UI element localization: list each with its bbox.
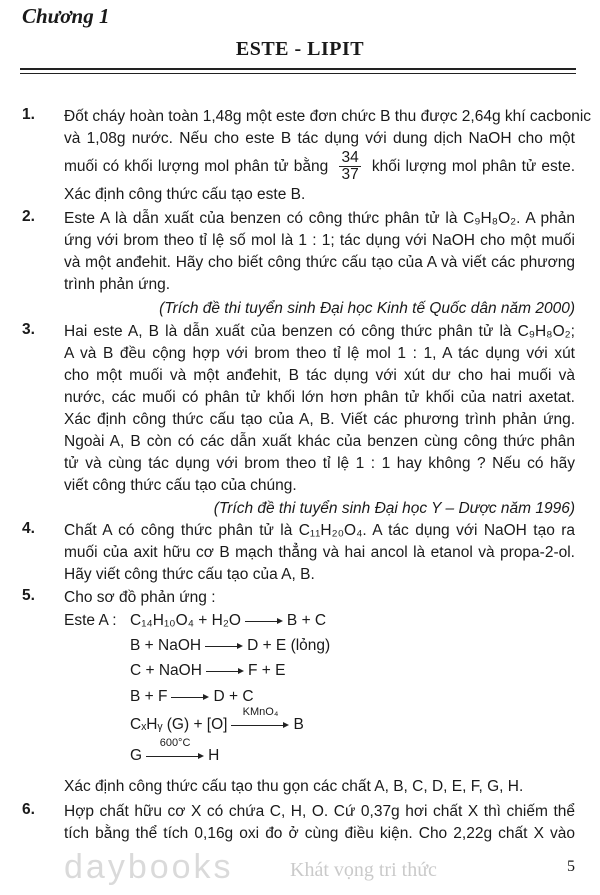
problem-line: và một anđehit. Hãy cho biết công thức cấu tạo của A và viết các phương <box>64 254 575 271</box>
fraction-line-before: muối có khối lượng mol phân tử bằng <box>64 158 329 175</box>
products: F + E <box>247 662 286 679</box>
reaction-equation <box>130 662 285 680</box>
problem-2-source: (Trích đề thi tuyển sinh Đại học Kinh tế Quốc dân năm 2000) <box>159 300 575 317</box>
problem-line: Chất A có công thức phân tử là C₁₁H₂₀O₄. A tác dụng với NaOH tạo ra <box>64 522 575 539</box>
title-divider <box>20 68 576 74</box>
problem-line: Hợp chất hữu cơ X có chứa C, H, O. Cứ 0,37g hơi chất X thì chiếm thể <box>64 803 575 820</box>
problem-line: và 1,08g nước. Nếu cho este B tác dụng với dung dịch NaOH cho một <box>64 130 575 147</box>
problem-line: nước, các muối có phân tử khối lớn hơn phân tử khối của natri axetat. <box>64 389 575 406</box>
problem-line: ứng với brom theo tỉ lệ số mol là 1 : 1; tác dụng với NaOH cho một muối <box>64 232 575 249</box>
problem-1-number: 1. <box>22 106 35 123</box>
problem-line: Este A là dẫn xuất của benzen có công thức phân tử là C₉H₈O₂. A phản <box>64 210 575 227</box>
chapter-label: Chương 1 <box>22 4 110 28</box>
problem-line: Xác định công thức cấu tạo của A, B. Viết các phương trình phản ứng. <box>64 411 575 428</box>
problem-3 <box>64 321 575 497</box>
reaction-arrow-icon <box>171 692 209 702</box>
fraction <box>339 150 360 183</box>
problem-3-number: 3. <box>22 321 35 338</box>
denominator: 37 <box>341 166 359 184</box>
numerator: 34 <box>341 149 359 167</box>
problem-line: tích bằng thể tích 0,16g oxi đo ở cùng điều kiện. Cho 2,22g chất X vào <box>64 825 575 842</box>
problem-line: Hai este A, B là dẫn xuất của benzen có công thức phân tử là C₉H₈O₂; <box>64 323 575 340</box>
products: D + E (lỏng) <box>247 637 331 654</box>
page-number: 5 <box>567 858 575 875</box>
fraction-line-after: khối lượng mol phân tử este. <box>371 158 576 175</box>
problem-4-number: 4. <box>22 520 35 537</box>
reaction-arrow-icon <box>245 616 283 626</box>
reactants: B + F <box>130 688 168 705</box>
reaction-equation <box>130 688 254 706</box>
products: D + C <box>213 688 254 705</box>
products: B + C <box>286 612 327 629</box>
problem-line: A và B đều cộng hợp với brom theo tỉ lệ mol 1 : 1, A tác dụng với xút <box>64 345 575 362</box>
reaction-arrow-icon <box>231 705 289 730</box>
reactants: CₓHᵧ (G) + [O] <box>130 716 228 733</box>
problem-5-number: 5. <box>22 587 35 604</box>
problem-3-source: (Trích đề thi tuyển sinh Đại học Y – Dược năm 1996) <box>213 500 575 517</box>
problem-line: tử và cùng tác dụng với brom theo tỉ lệ 1 : 1 hay không ? Nếu có hãy <box>64 455 575 472</box>
watermark-logo: daybooks <box>64 848 234 886</box>
problem-2 <box>64 208 575 296</box>
reactants: G <box>130 747 143 764</box>
problem-line: Ngoài A, B còn có các dẫn xuất khác của benzen cùng công thức phân <box>64 433 575 450</box>
problem-line: Đốt cháy hoàn toàn 1,48g một este đơn chức B thu được 2,64g khí cacbonic <box>64 108 592 125</box>
problem-6-number: 6. <box>22 801 35 818</box>
problem-6 <box>64 801 575 845</box>
reactants: B + NaOH <box>130 637 202 654</box>
problem-line: viết công thức cấu tạo của chúng. <box>64 477 297 494</box>
reaction-condition: 600°C <box>159 736 191 749</box>
fraction-line <box>64 150 575 184</box>
problem-line: cho một muối và một anđehit, B tác dụng với xút dư cho hai muối và <box>64 367 575 384</box>
reactants: C + NaOH <box>130 662 202 679</box>
reaction-condition: KMnO₄ <box>242 705 279 718</box>
problem-4 <box>64 520 575 586</box>
problem-1 <box>64 106 592 206</box>
reaction-equation <box>130 612 326 630</box>
reaction-arrow-icon <box>205 641 243 651</box>
scheme-label: Este A : <box>64 612 117 629</box>
products: B <box>293 716 304 733</box>
page-title: ESTE - LIPIT <box>235 38 365 60</box>
reaction-equation <box>130 705 304 734</box>
reaction-arrow-icon <box>206 666 244 676</box>
reaction-arrow-icon <box>146 736 204 761</box>
problem-5-question: Xác định công thức cấu tạo thu gọn các chất A, B, C, D, E, F, G, H. <box>64 778 524 795</box>
problem-2-number: 2. <box>22 208 35 225</box>
reactants: C₁₄H₁₀O₄ + H₂O <box>130 612 241 629</box>
problem-5-intro: Cho sơ đồ phản ứng : <box>64 589 216 606</box>
problem-line: trình phản ứng. <box>64 276 171 293</box>
problem-line: Xác định công thức cấu tạo este B. <box>64 186 306 203</box>
products: H <box>208 747 220 764</box>
watermark-slogan: Khát vọng tri thức <box>290 859 437 881</box>
problem-line: Hãy viết công thức cấu tạo của A, B. <box>64 566 315 583</box>
reaction-equation <box>130 637 330 655</box>
problem-line: muối của axit hữu cơ B mạch thẳng và hai ancol là etanol và propa-2-ol. <box>64 544 575 561</box>
reaction-equation <box>130 736 220 765</box>
